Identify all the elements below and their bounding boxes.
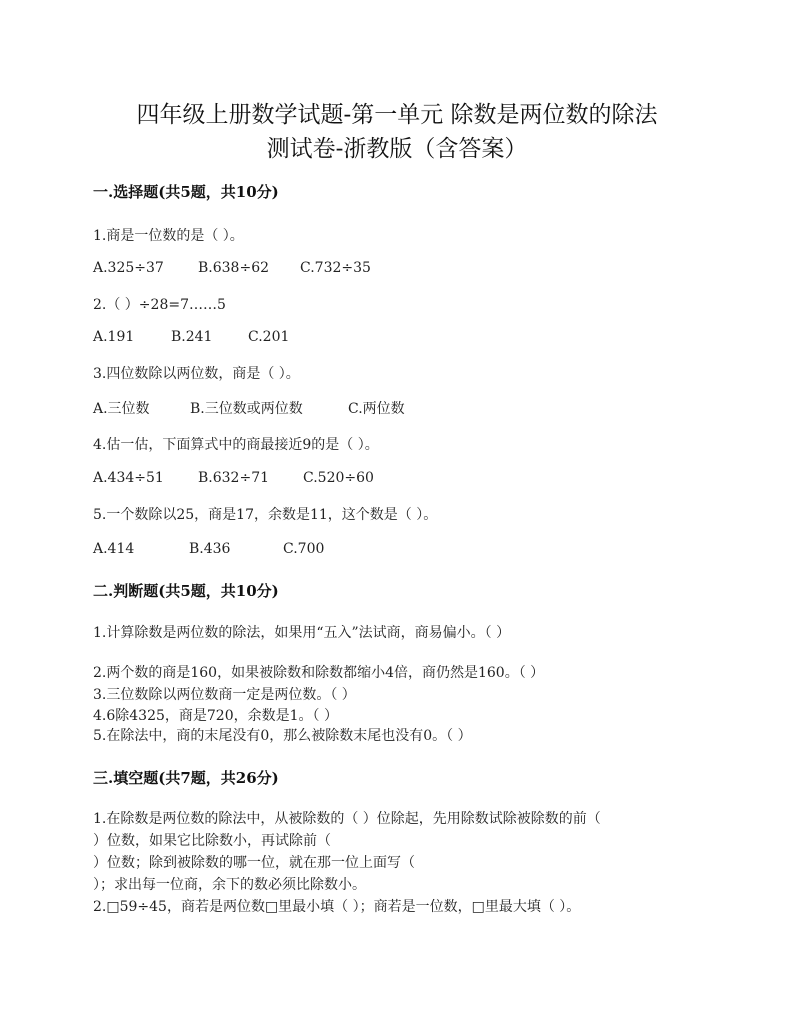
fill-item-2: 2.□59÷45，商若是两位数□里最小填（ ）；商若是一位数，□里最大填（ ）。 bbox=[93, 899, 581, 915]
fill-item-1-line4: ）；求出每一位商，余下的数必须比除数小。 bbox=[93, 877, 366, 893]
judgment-item-2: 2.两个数的商是160，如果被除数和除数都缩小4倍，商仍然是160。（ ） bbox=[93, 665, 545, 681]
option-a: A.三位数 bbox=[93, 401, 150, 417]
question-1: 1.商是一位数的是（ ）。 bbox=[93, 228, 244, 244]
question-2: 2.（ ）÷28=7……5 bbox=[93, 297, 226, 313]
option-b: B.638÷62 bbox=[198, 260, 270, 276]
option-b: B.241 bbox=[171, 329, 213, 345]
question-3: 3.四位数除以两位数，商是（ ）。 bbox=[93, 366, 300, 382]
option-c: C.201 bbox=[248, 329, 290, 345]
option-a: A.434÷51 bbox=[93, 470, 164, 486]
option-b: B.三位数或两位数 bbox=[190, 401, 303, 417]
option-c: C.两位数 bbox=[348, 401, 405, 417]
document-title-line2: 测试卷-浙教版（含答案） bbox=[266, 136, 528, 162]
option-c: C.520÷60 bbox=[303, 470, 374, 486]
section-heading-judgment: 二.判断题(共5题，共10分) bbox=[93, 582, 279, 600]
option-c: C.732÷35 bbox=[300, 260, 371, 276]
fill-item-1-line3: ）位数；除到被除数的哪一位，就在那一位上面写（ bbox=[93, 855, 415, 871]
section-heading-fill: 三.填空题(共7题，共26分) bbox=[93, 769, 279, 787]
judgment-item-5: 5.在除法中，商的末尾没有0，那么被除数末尾也没有0。（ ） bbox=[93, 728, 472, 744]
option-b: B.436 bbox=[189, 541, 231, 557]
document-title-line1: 四年级上册数学试题-第一单元 除数是两位数的除法 bbox=[136, 102, 658, 128]
option-a: A.414 bbox=[93, 541, 135, 557]
fill-item-1-line2: ）位数，如果它比除数小，再试除前（ bbox=[93, 833, 331, 849]
option-a: A.191 bbox=[93, 329, 135, 345]
section-heading-choice: 一.选择题(共5题，共10分) bbox=[93, 183, 279, 201]
option-c: C.700 bbox=[283, 541, 325, 557]
option-a: A.325÷37 bbox=[93, 260, 164, 276]
judgment-item-1: 1.计算除数是两位数的除法，如果用“五入”法试商，商易偏小。（ ） bbox=[93, 625, 511, 641]
judgment-item-4: 4.6除4325，商是720，余数是1。（ ） bbox=[93, 708, 338, 724]
question-4: 4.估一估，下面算式中的商最接近9的是（ ）。 bbox=[93, 437, 379, 453]
judgment-item-3: 3.三位数除以两位数商一定是两位数。（ ） bbox=[93, 687, 356, 703]
option-b: B.632÷71 bbox=[198, 470, 270, 486]
question-5: 5.一个数除以25，商是17，余数是11，这个数是（ ）。 bbox=[93, 507, 438, 523]
fill-item-1-line1: 1.在除数是两位数的除法中，从被除数的（ ）位除起，先用除数试除被除数的前（ bbox=[93, 811, 601, 827]
